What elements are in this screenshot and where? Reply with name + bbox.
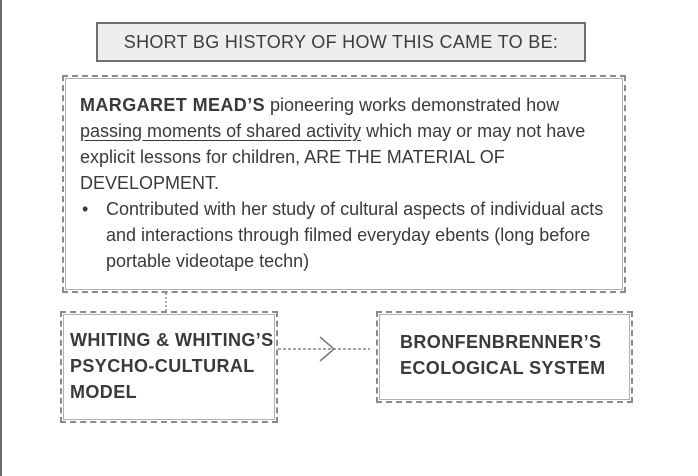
mead-text-2: which may or may not have explicit lessons for children, ARE THE MATERIAL OF DEVELOPMENT. [80, 121, 586, 193]
mead-text-1: pioneering works demonstrated how [265, 95, 560, 115]
mead-underlined-phrase: passing moments of shared activity [80, 121, 362, 141]
bronfenbrenner-label: BRONFENBRENNER’S ECOLOGICAL SYSTEM [400, 332, 606, 378]
mead-bullet-text: Contributed with her study of cultural aspects of individual acts and interactions through filmed everyday ebents (long before portable videotape techn) [106, 199, 604, 271]
history-title-text: SHORT BG HISTORY OF HOW THIS CAME TO BE: [123, 31, 559, 52]
arrowhead-icon [320, 337, 334, 361]
mead-name: MARGARET MEAD’S [80, 95, 265, 115]
bullet-glyph: • [82, 199, 89, 219]
whiting-model-label: WHITING & WHITING’S PSYCHO-CULTURAL MODEL [70, 330, 274, 402]
whiting-model-box [60, 311, 278, 423]
bronfenbrenner-box [376, 311, 633, 403]
